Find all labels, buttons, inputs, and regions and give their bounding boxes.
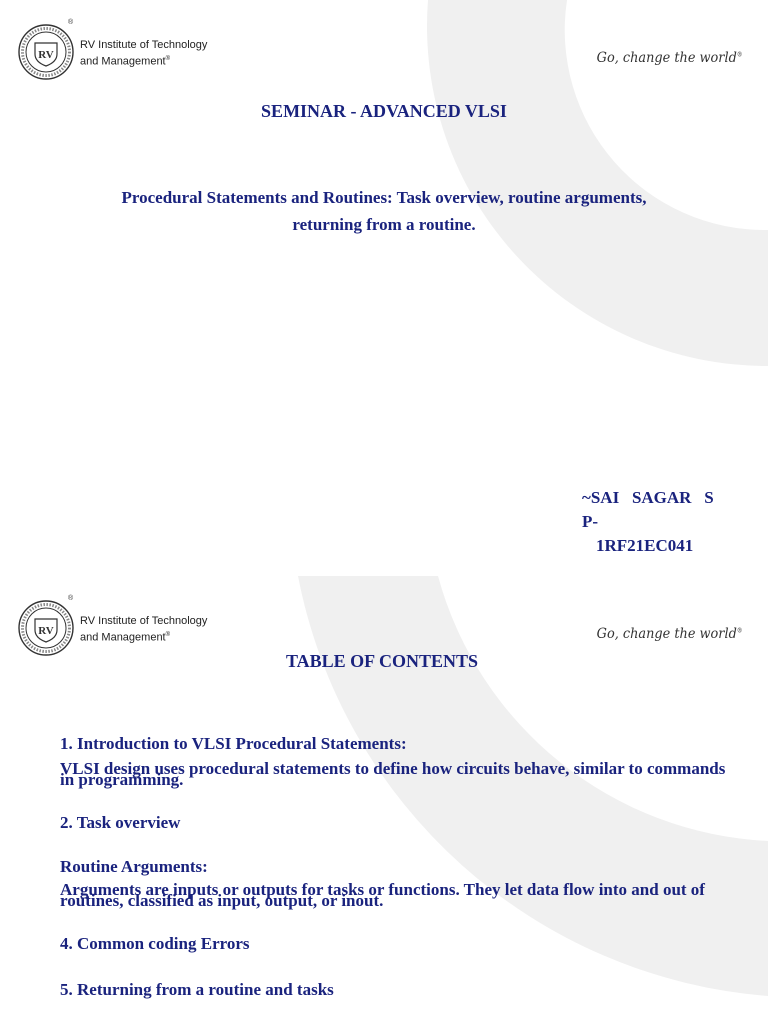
- topic-line1: Procedural Statements and Routines: Task overview, routine arguments,: [121, 188, 647, 207]
- svg-text:RV: RV: [38, 625, 54, 637]
- tagline: Go, change the world®: [596, 626, 742, 642]
- toc-title: TABLE OF CONTENTS: [285, 651, 479, 671]
- institute-name-line1: RV Institute of Technology: [80, 39, 208, 51]
- institute-name-line2: and Management: [80, 55, 166, 68]
- seminar-title: SEMINAR - ADVANCED VLSI: [261, 101, 507, 121]
- institute-name: RV Institute of Technology and Management®: [80, 39, 208, 68]
- registered-mark: ®: [68, 595, 74, 602]
- rv-emblem-icon: [16, 598, 76, 658]
- rv-emblem-icon: [16, 22, 76, 82]
- author-name: ~SAI SAGAR S: [582, 488, 714, 507]
- toc-item-introduction: 1. Introduction to VLSI Procedural Statements:: [60, 734, 407, 753]
- toc-item-routine-arguments: Routine Arguments:: [60, 857, 208, 876]
- toc-item-introduction-description: VLSI design uses procedural statements to define how circuits behave, similar to commands in programming.: [60, 759, 726, 789]
- tagline: Go, change the world®: [596, 50, 742, 66]
- toc-item-returning: 5. Returning from a routine and tasks: [60, 980, 334, 999]
- institute-name-line2: and Management: [80, 631, 166, 644]
- toc-item-task-overview: 2. Task overview: [60, 813, 181, 832]
- institute-name-line1: RV Institute of Technology: [80, 615, 208, 627]
- svg-text:RV: RV: [38, 49, 54, 61]
- seminar-topic: [120, 184, 648, 238]
- institute-logo: [16, 19, 226, 82]
- toc-item-routine-arguments-description: Arguments are inputs or outputs for tasks or functions. They let data flow into and out of routines, classified as input, output, or inout.: [60, 880, 705, 910]
- topic-line2: returning from a routine.: [292, 215, 476, 234]
- contents-slide: [0, 576, 768, 1024]
- author-name-continued: P-: [582, 512, 599, 531]
- author-block: [582, 486, 714, 558]
- institute-logo: [16, 595, 226, 658]
- institute-name: RV Institute of Technology and Management®: [80, 615, 208, 644]
- author-usn: 1RF21EC041: [596, 536, 694, 555]
- registered-mark: ®: [68, 19, 74, 26]
- toc-item-common-errors: 4. Common coding Errors: [60, 934, 250, 953]
